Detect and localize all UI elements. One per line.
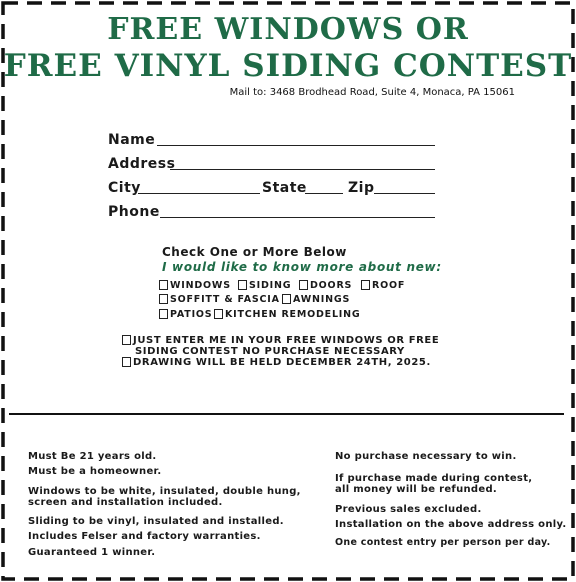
phone-label: Phone: [108, 204, 160, 220]
zip-label: Zip: [348, 180, 375, 196]
enter-contest-text-1: JUST ENTER ME IN YOUR FREE WINDOWS OR FREE: [133, 335, 440, 346]
enter-contest-text-2: SIDING CONTEST NO PURCHASE NECESSARY: [135, 346, 405, 357]
check-subheading: I would like to know more about new:: [162, 260, 442, 274]
name-label: Name: [108, 132, 156, 148]
option-soffitt[interactable]: [159, 294, 280, 305]
rule-refund-2: all money will be refunded.: [335, 484, 498, 495]
option-roof[interactable]: [361, 280, 405, 291]
option-windows[interactable]: [159, 280, 231, 291]
rule-no-purchase: No purchase necessary to win.: [335, 451, 517, 462]
roof-label: ROOF: [372, 280, 406, 291]
option-awnings[interactable]: [282, 294, 350, 305]
state-label: State: [262, 180, 307, 196]
city-label: City: [108, 180, 141, 196]
soffitt-label: SOFFITT & FASCIA: [170, 294, 280, 305]
check-heading: Check One or More Below: [162, 245, 347, 259]
option-doors[interactable]: [299, 280, 352, 291]
enter-contest-option[interactable]: [122, 335, 439, 346]
option-patios[interactable]: [159, 309, 212, 320]
name-field[interactable]: [157, 145, 435, 146]
rule-windows-1: Windows to be white, insulated, double hung,: [28, 486, 301, 497]
kitchen-label: KITCHEN REMODELING: [225, 309, 361, 320]
kitchen-checkbox[interactable]: [214, 309, 223, 319]
rule-age: Must Be 21 years old.: [28, 451, 157, 462]
phone-field[interactable]: [160, 217, 435, 218]
address-field[interactable]: [170, 169, 435, 170]
doors-label: DOORS: [310, 280, 353, 291]
title-line-1: FREE WINDOWS OR: [107, 12, 469, 47]
section-divider: [9, 413, 564, 415]
rule-previous-sales: Previous sales excluded.: [335, 504, 482, 515]
rule-warranties: Includes Felser and factory warranties.: [28, 531, 261, 542]
awnings-label: AWNINGS: [293, 294, 351, 305]
patios-checkbox[interactable]: [159, 309, 168, 319]
rule-installation: Installation on the above address only.: [335, 519, 567, 530]
title-line-2: FREE VINYL SIDING CONTEST: [3, 48, 573, 84]
windows-checkbox[interactable]: [159, 280, 168, 290]
option-siding[interactable]: [238, 280, 291, 291]
state-field[interactable]: [305, 193, 343, 194]
roof-checkbox[interactable]: [361, 280, 370, 290]
zip-field[interactable]: [374, 193, 435, 194]
siding-checkbox[interactable]: [238, 280, 247, 290]
drawing-date-text: DRAWING WILL BE HELD DECEMBER 24TH, 2025.: [133, 357, 431, 368]
drawing-date-checkbox[interactable]: [122, 357, 131, 367]
drawing-date-option[interactable]: [122, 357, 431, 368]
address-label: Address: [108, 156, 176, 172]
city-field[interactable]: [138, 193, 260, 194]
siding-label: SIDING: [249, 280, 292, 291]
enter-contest-checkbox[interactable]: [122, 335, 131, 345]
patios-label: PATIOS: [170, 309, 213, 320]
rule-windows-2: screen and installation included.: [28, 497, 223, 508]
rule-refund-1: If purchase made during contest,: [335, 473, 533, 484]
mailing-address: Mail to: 3468 Brodhead Road, Suite 4, Monaca, PA 15061: [229, 87, 515, 98]
rule-homeowner: Must be a homeowner.: [28, 466, 162, 477]
rule-siding: Sliding to be vinyl, insulated and installed.: [28, 516, 284, 527]
rule-one-entry: One contest entry per person per day.: [335, 537, 551, 548]
windows-label: WINDOWS: [170, 280, 231, 291]
awnings-checkbox[interactable]: [282, 294, 291, 304]
doors-checkbox[interactable]: [299, 280, 308, 290]
soffitt-checkbox[interactable]: [159, 294, 168, 304]
rule-winner: Guaranteed 1 winner.: [28, 547, 156, 558]
option-kitchen[interactable]: [214, 309, 361, 320]
